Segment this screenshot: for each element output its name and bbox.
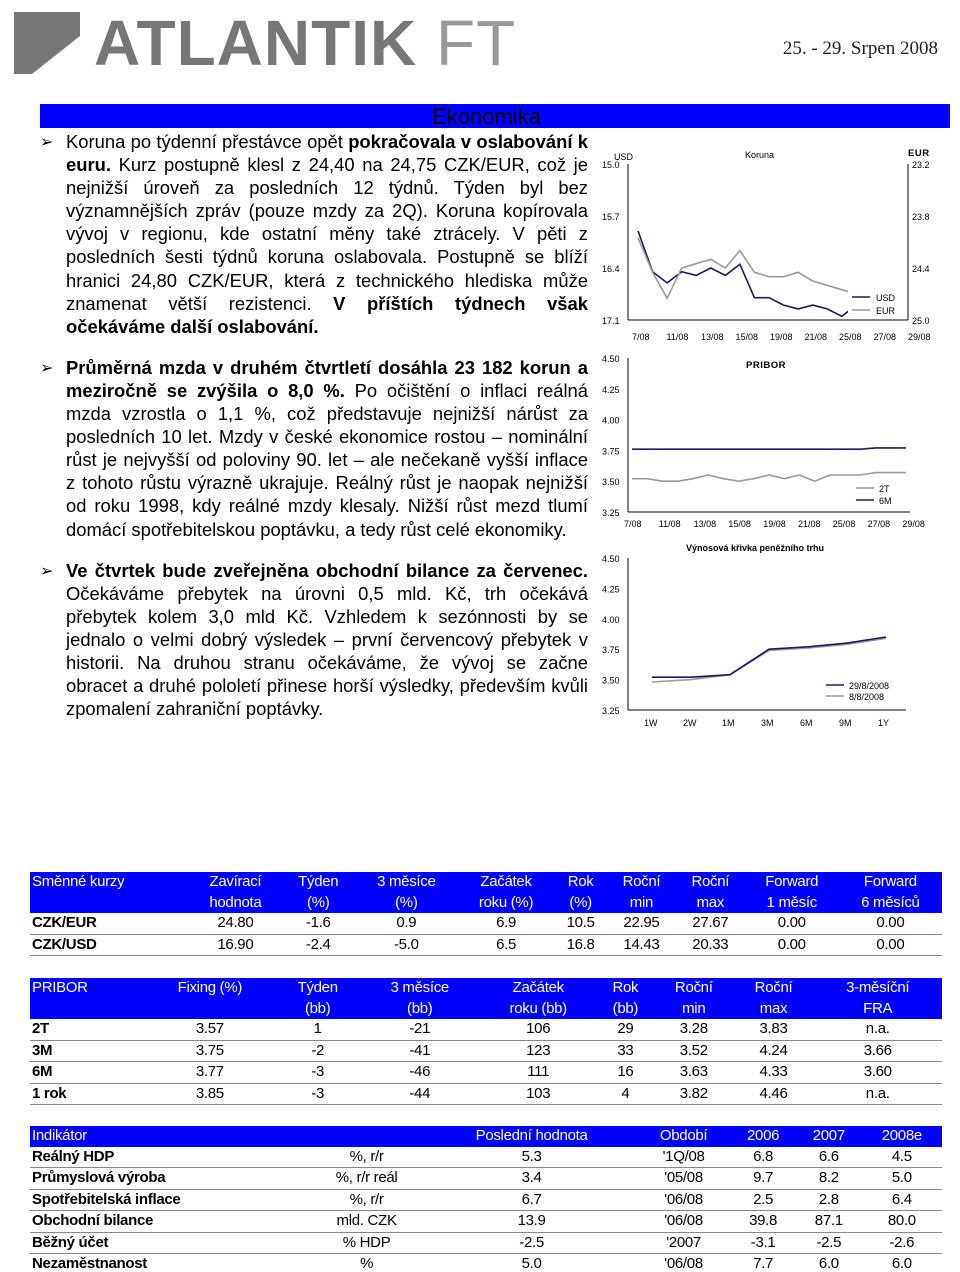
column-header-line: FRA xyxy=(863,999,893,1017)
table-cell: 6.7 xyxy=(426,1189,637,1211)
y-tick-label: 4.25 xyxy=(602,384,620,395)
x-tick-label: 15/08 xyxy=(728,519,751,529)
column-header-line xyxy=(309,1126,424,1147)
arrow-bullet-icon: ➢ xyxy=(40,359,54,377)
table-row xyxy=(30,1168,942,1190)
column-header xyxy=(189,872,282,913)
y-tick-label: 3.75 xyxy=(602,645,620,656)
table-header-row xyxy=(30,1126,942,1147)
table-cell: 3.60 xyxy=(813,1062,942,1084)
table-cell: 3.57 xyxy=(144,1019,275,1040)
table-cell: 2.5 xyxy=(730,1189,796,1211)
table-cell: 106 xyxy=(480,1019,597,1040)
column-header-line: 2006 xyxy=(747,1127,780,1144)
column-header xyxy=(458,872,554,913)
table-cell: -21 xyxy=(360,1019,480,1040)
legend-label-2t: 2T xyxy=(879,484,890,494)
x-tick-label: 6M xyxy=(800,718,813,728)
column-header xyxy=(275,978,360,1019)
chart-pribor xyxy=(600,352,950,532)
column-header-line xyxy=(32,893,187,914)
section-title: Ekonomika xyxy=(432,104,541,129)
column-header xyxy=(144,978,275,1019)
column-header xyxy=(637,1126,730,1147)
right-tick-label: 24.4 xyxy=(912,264,930,274)
table-cell: -2.5 xyxy=(796,1232,862,1254)
column-header xyxy=(480,978,597,1019)
table-cell: % HDP xyxy=(307,1232,426,1254)
bullet-text-part: pokračovala v oslabování k euru. xyxy=(66,131,588,176)
x-tick-label: 11/08 xyxy=(658,519,681,529)
table-cell: 6.6 xyxy=(796,1147,862,1168)
legend-label-6m: 6M xyxy=(879,496,892,506)
x-tick-label: 21/08 xyxy=(798,519,821,529)
table-cell: '05/08 xyxy=(637,1168,730,1190)
chart-title: PRIBOR xyxy=(746,360,786,371)
table-cell: '06/08 xyxy=(637,1211,730,1233)
series-line-6m xyxy=(632,448,906,449)
x-tick-label: 29/08 xyxy=(902,519,925,529)
x-tick-label: 1M xyxy=(722,718,735,728)
table-cell: 4.5 xyxy=(862,1147,942,1168)
column-header-line: Týden xyxy=(297,979,338,996)
table-cell: 80.0 xyxy=(862,1211,942,1233)
column-header-line: min xyxy=(629,893,654,911)
table-cell: 6M xyxy=(30,1062,144,1084)
legend-box xyxy=(850,480,900,508)
column-header-line: Období xyxy=(659,1127,708,1144)
bullet-text-part: Po očištění o inflaci reálná mzda vzrostla o 1,1 %, což představuje nejnižší nárůst za posledních 10 let. Mzdy v české ekonomice rostou – nominální růst je nejvyšší od poloviny 90. let – ale nečekaně vyšší inflace z tohoto růstu výrazně ukrajuje. Reálný růst je naopak nejnižší od roku 1998, kdy reálné mzdy klesaly. Nižší růst mezd tlumí domácí spotřebitelskou poptávku, a tedy růst celé ekonomiky. xyxy=(66,379,589,540)
column-header-line xyxy=(32,999,142,1020)
column-header-line: 2008e xyxy=(881,1127,922,1144)
table-cell: -41 xyxy=(360,1040,480,1062)
bullet-wages xyxy=(40,356,588,541)
column-header xyxy=(307,1126,426,1147)
legend-label-eur: EUR xyxy=(876,306,896,316)
table-cell: 6.5 xyxy=(458,934,554,956)
table-cell: Spotřebitelská inflace xyxy=(30,1189,307,1211)
column-header xyxy=(282,872,355,913)
table-cell: 14.43 xyxy=(607,934,676,956)
column-header xyxy=(839,872,942,913)
table-cell: % xyxy=(307,1254,426,1272)
table-row xyxy=(30,934,942,956)
column-header xyxy=(360,978,480,1019)
column-header xyxy=(30,978,144,1019)
legend-label-8-8-2008: 8/8/2008 xyxy=(849,692,885,702)
table-cell: n.a. xyxy=(813,1019,942,1040)
column-header-line: Začátek xyxy=(480,873,532,890)
y-tick-label: 3.75 xyxy=(602,446,620,457)
table-cell: -3.1 xyxy=(730,1232,796,1254)
y-tick-label: 4.50 xyxy=(602,354,620,364)
column-header-line xyxy=(146,999,273,1020)
table-cell: %, r/r reál xyxy=(307,1168,426,1190)
table-row xyxy=(30,1147,942,1168)
table-cell: CZK/EUR xyxy=(30,913,189,934)
column-header xyxy=(796,1126,862,1147)
table-cell: 3.66 xyxy=(813,1040,942,1062)
column-header-line: Týden xyxy=(298,873,339,890)
column-header-line: (bb) xyxy=(612,999,639,1017)
column-header-line: Roční xyxy=(754,979,793,996)
chart-title: Výnosová křivka peněžního trhu xyxy=(686,543,825,553)
column-header xyxy=(730,1126,796,1147)
chart-koruna xyxy=(600,142,950,352)
bullet-trade-balance xyxy=(40,559,588,721)
pribor-table xyxy=(30,978,942,1105)
table-cell: -46 xyxy=(360,1062,480,1084)
bullet-text-part: Průměrná mzda v druhém čtvrtletí dosáhla 23 182 korun a meziročně se zvýšila o 8,0 %. xyxy=(66,356,588,401)
table-cell: 5.0 xyxy=(426,1254,637,1272)
arrow-bullet-icon: ➢ xyxy=(40,562,54,580)
column-header-line: Fixing (%) xyxy=(177,979,243,996)
table-row xyxy=(30,1254,942,1272)
y-tick-label: 3.25 xyxy=(602,706,620,716)
table-cell: -5.0 xyxy=(355,934,458,956)
table-cell: 6.0 xyxy=(796,1254,862,1272)
x-tick-label: 25/08 xyxy=(839,332,862,342)
table-cell: 6.4 xyxy=(862,1189,942,1211)
y-tick-label: 3.50 xyxy=(602,675,620,686)
column-header xyxy=(745,872,839,913)
table-cell: Průmyslová výroba xyxy=(30,1168,307,1190)
table-cell: 111 xyxy=(480,1062,597,1084)
brand-sub: FT xyxy=(435,7,517,79)
column-header-line: Roční xyxy=(622,873,661,890)
left-tick-label: 15.7 xyxy=(602,212,620,222)
table-cell: 3.4 xyxy=(426,1168,637,1190)
table-cell: 3.52 xyxy=(654,1040,734,1062)
column-header xyxy=(676,872,745,913)
table-cell: 3.82 xyxy=(654,1083,734,1105)
column-header xyxy=(426,1126,637,1147)
column-header xyxy=(654,978,734,1019)
column-header-line: (bb) xyxy=(304,999,331,1017)
table-cell: 3M xyxy=(30,1040,144,1062)
legend-label-29-8-2008: 29/8/2008 xyxy=(849,681,890,691)
chart-koruna-svg xyxy=(600,142,950,352)
left-tick-label: 17.1 xyxy=(602,316,620,326)
column-header-line: (%) xyxy=(307,893,330,911)
fx-rates-table xyxy=(30,872,942,956)
x-tick-label: 13/08 xyxy=(701,332,724,342)
column-header-line: PRIBOR xyxy=(32,979,88,996)
left-tick-label: 15.0 xyxy=(602,160,620,170)
table-cell: 9.7 xyxy=(730,1168,796,1190)
bullet-koruna xyxy=(40,130,588,338)
series-line-29-8-2008 xyxy=(652,637,886,677)
table-row xyxy=(30,1189,942,1211)
table-header-row xyxy=(30,872,942,913)
column-header-line: min xyxy=(682,999,706,1017)
x-tick-label: 27/08 xyxy=(867,519,891,529)
table-cell: 16.8 xyxy=(554,934,607,956)
y-tick-label: 4.00 xyxy=(602,415,620,426)
column-header xyxy=(862,1126,942,1147)
table-cell: 22.95 xyxy=(607,913,676,934)
table-cell: 7.7 xyxy=(730,1254,796,1272)
column-header-line: (%) xyxy=(395,893,418,911)
y-tick-label: 4.25 xyxy=(602,584,620,595)
column-header-line: (bb) xyxy=(407,999,433,1017)
table-row xyxy=(30,1211,942,1233)
table-cell: -2 xyxy=(275,1040,360,1062)
column-header-line: Forward xyxy=(863,873,917,890)
column-header-line: Roční xyxy=(674,979,713,996)
table-cell: 6.8 xyxy=(730,1147,796,1168)
table-cell: Obchodní bilance xyxy=(30,1211,307,1233)
logo-wordmark xyxy=(94,6,516,80)
table-row xyxy=(30,1083,942,1105)
indicators-table xyxy=(30,1126,942,1272)
right-tick-label: 25.0 xyxy=(912,316,930,326)
table-cell: 4.33 xyxy=(734,1062,814,1084)
right-tick-label: 23.2 xyxy=(912,160,930,170)
column-header xyxy=(554,872,607,913)
table-cell: 27.67 xyxy=(676,913,745,934)
table-row xyxy=(30,1062,942,1084)
table-cell: 0.00 xyxy=(839,913,942,934)
table-cell: -3 xyxy=(275,1083,360,1105)
table-cell: 2.8 xyxy=(796,1189,862,1211)
table-cell: 8.2 xyxy=(796,1168,862,1190)
chart-yield-curve-svg xyxy=(600,540,950,740)
table-cell: '06/08 xyxy=(637,1189,730,1211)
table-cell: 3.83 xyxy=(734,1019,814,1040)
table-row xyxy=(30,1232,942,1254)
table-cell: 5.0 xyxy=(862,1168,942,1190)
column-header-line: Roční xyxy=(691,873,730,890)
table-cell: 29 xyxy=(597,1019,654,1040)
table-cell: 13.9 xyxy=(426,1211,637,1233)
column-header xyxy=(355,872,458,913)
table-cell: -2.4 xyxy=(282,934,355,956)
chart-pribor-svg xyxy=(600,352,950,532)
column-header xyxy=(30,1126,307,1147)
x-tick-label: 13/08 xyxy=(693,519,717,529)
column-header-line: Rok xyxy=(567,873,594,890)
bullet-text-part: Očekáváme přebytek na úrovni 0,5 mld. Kč, trh očekává přebytek kolem 3,0 mld Kč. Vzhledem k sezónnosti by se jednalo o velmi dobrý výsledek – první červencový přebytek v historii. Na druhou stranu očekáváme, že vývoj se začne obracet a druhé pololetí přinese horší výsledky, především kvůli zpomalení zahraniční poptávky. xyxy=(66,582,588,720)
table-cell: mld. CZK xyxy=(307,1211,426,1233)
x-tick-label: 1W xyxy=(644,718,658,728)
table-cell: 103 xyxy=(480,1083,597,1105)
y-tick-label: 4.50 xyxy=(602,554,620,564)
bullet-text-part: Ve čtvrtek bude zveřejněna obchodní bilance za červenec. xyxy=(66,559,588,581)
y-tick-label: 4.00 xyxy=(602,614,620,625)
x-tick-label: 15/08 xyxy=(735,332,759,342)
table-cell: 87.1 xyxy=(796,1211,862,1233)
column-header-line: 3 měsíce xyxy=(377,873,436,890)
table-cell: %, r/r xyxy=(307,1147,426,1168)
table-cell: 16.90 xyxy=(189,934,282,956)
chart-yield-curve xyxy=(600,540,950,740)
x-tick-label: 19/08 xyxy=(770,332,793,342)
table-cell: 2T xyxy=(30,1019,144,1040)
table-cell: 3.85 xyxy=(144,1083,275,1105)
table-cell: -44 xyxy=(360,1083,480,1105)
x-tick-label: 1Y xyxy=(878,718,890,728)
column-header-line: roku (bb) xyxy=(509,999,567,1017)
bullet-text-part: Koruna po týdenní přestávce opět xyxy=(66,131,349,152)
x-tick-label: 7/08 xyxy=(624,519,642,529)
table-cell: 4.46 xyxy=(734,1083,814,1105)
table-cell: 4 xyxy=(597,1083,654,1105)
table-cell: Běžný účet xyxy=(30,1232,307,1254)
table-cell: 3.63 xyxy=(654,1062,734,1084)
table-cell: 0.00 xyxy=(839,934,942,956)
column-header-line: Směnné kurzy xyxy=(32,873,125,890)
x-tick-label: 25/08 xyxy=(832,519,856,529)
column-header-line: Forward xyxy=(765,873,819,890)
column-header xyxy=(597,978,654,1019)
company-logo xyxy=(14,7,517,79)
table-cell: 10.5 xyxy=(554,913,607,934)
column-header xyxy=(30,872,189,913)
x-tick-label: 29/08 xyxy=(908,332,931,342)
series-line-2t xyxy=(632,473,906,482)
column-header-line: Poslední hodnota xyxy=(475,1127,588,1144)
bullet-text-part: Kurz postupně klesl z 24,40 na 24,75 CZK/EUR, což je nejnižší úroveň za posledních 12 týdnů. Týden byl bez významnějších zpráv (pouze mzdy za 2Q). Koruna kopírovala vývoj v regionu, kde ostatní měny také ztrácely. V pěti z posledních šesti týdnů koruna oslabovala. Postupně se blíží hranici 24,80 CZK/EUR, která z technického hlediska může znamenat větší rezistenci. xyxy=(66,154,588,314)
column-header-line: 3 měsíce xyxy=(390,979,449,996)
brand-main: ATLANTIK xyxy=(94,7,418,79)
table-cell: %, r/r xyxy=(307,1189,426,1211)
x-tick-label: 2W xyxy=(683,718,697,728)
x-tick-label: 9M xyxy=(839,718,852,728)
table-cell: 5.3 xyxy=(426,1147,637,1168)
left-tick-label: 16.4 xyxy=(602,264,620,274)
table-row xyxy=(30,1019,942,1040)
column-header-line: (%) xyxy=(569,893,592,911)
table-cell: 3.28 xyxy=(654,1019,734,1040)
x-tick-label: 21/08 xyxy=(804,332,828,342)
table-cell: 0.00 xyxy=(745,913,839,934)
x-tick-label: 19/08 xyxy=(763,519,786,529)
commentary-column xyxy=(40,130,588,738)
column-header-line: 6 měsíců xyxy=(861,893,920,911)
table-cell: 3.75 xyxy=(144,1040,275,1062)
y-tick-label: 3.50 xyxy=(602,477,620,488)
table-cell: n.a. xyxy=(813,1083,942,1105)
column-header-line: 1 měsíc xyxy=(766,893,817,911)
bullet-text-part: V příštích týdnech však očekáváme další oslabování. xyxy=(66,292,588,337)
column-header-line: Zavírací xyxy=(209,873,262,890)
table-cell: 6.0 xyxy=(862,1254,942,1272)
right-axis-label: EUR xyxy=(908,148,930,159)
column-header-line: Začátek xyxy=(512,979,564,996)
chart-title: Koruna xyxy=(745,150,775,160)
table-cell: -2.5 xyxy=(426,1232,637,1254)
legend-label-usd: USD xyxy=(876,293,896,303)
column-header-line: max xyxy=(696,893,725,911)
table-cell: Reálný HDP xyxy=(30,1147,307,1168)
table-cell: 24.80 xyxy=(189,913,282,934)
table-cell: 1 rok xyxy=(30,1083,144,1105)
x-tick-label: 7/08 xyxy=(632,332,650,342)
x-tick-label: 27/08 xyxy=(873,332,897,342)
table-cell: 1 xyxy=(275,1019,360,1040)
table-cell: 0.9 xyxy=(355,913,458,934)
column-header-line: 2007 xyxy=(812,1127,845,1144)
y-tick-label: 3.25 xyxy=(602,508,620,518)
table-cell: 20.33 xyxy=(676,934,745,956)
column-header xyxy=(607,872,676,913)
column-header xyxy=(734,978,814,1019)
right-tick-label: 23.8 xyxy=(912,212,930,222)
column-header-line: max xyxy=(759,999,788,1017)
table-cell: 16 xyxy=(597,1062,654,1084)
x-tick-label: 3M xyxy=(761,718,774,728)
table-cell: 3.77 xyxy=(144,1062,275,1084)
arrow-bullet-icon: ➢ xyxy=(40,134,54,151)
column-header-line: roku (%) xyxy=(478,893,534,911)
table-cell: -3 xyxy=(275,1062,360,1084)
x-tick-label: 11/08 xyxy=(666,332,689,342)
report-date: 25. - 29. Srpen 2008 xyxy=(782,38,938,59)
column-header-line: hodnota xyxy=(209,893,262,911)
series-line-8-8-2008 xyxy=(652,638,886,682)
table-cell: 123 xyxy=(480,1040,597,1062)
column-header-line: Indikátor xyxy=(32,1127,87,1144)
table-row xyxy=(30,913,942,934)
table-cell: Nezaměstnanost xyxy=(30,1254,307,1272)
table-cell: 39.8 xyxy=(730,1211,796,1233)
table-cell: '1Q/08 xyxy=(637,1147,730,1168)
table-cell: -2.6 xyxy=(862,1232,942,1254)
table-cell: -1.6 xyxy=(282,913,355,934)
column-header xyxy=(813,978,942,1019)
table-cell: CZK/USD xyxy=(30,934,189,956)
table-cell: 33 xyxy=(597,1040,654,1062)
table-header-row xyxy=(30,978,942,1019)
table-row xyxy=(30,1040,942,1062)
table-cell: 0.00 xyxy=(745,934,839,956)
table-cell: '2007 xyxy=(637,1232,730,1254)
left-axis-label: USD xyxy=(614,152,634,162)
table-cell: 6.9 xyxy=(458,913,554,934)
column-header-line: Rok xyxy=(612,979,639,996)
table-cell: 4.24 xyxy=(734,1040,814,1062)
column-header-line: 3-měsíční xyxy=(846,979,910,996)
table-cell: '06/08 xyxy=(637,1254,730,1272)
